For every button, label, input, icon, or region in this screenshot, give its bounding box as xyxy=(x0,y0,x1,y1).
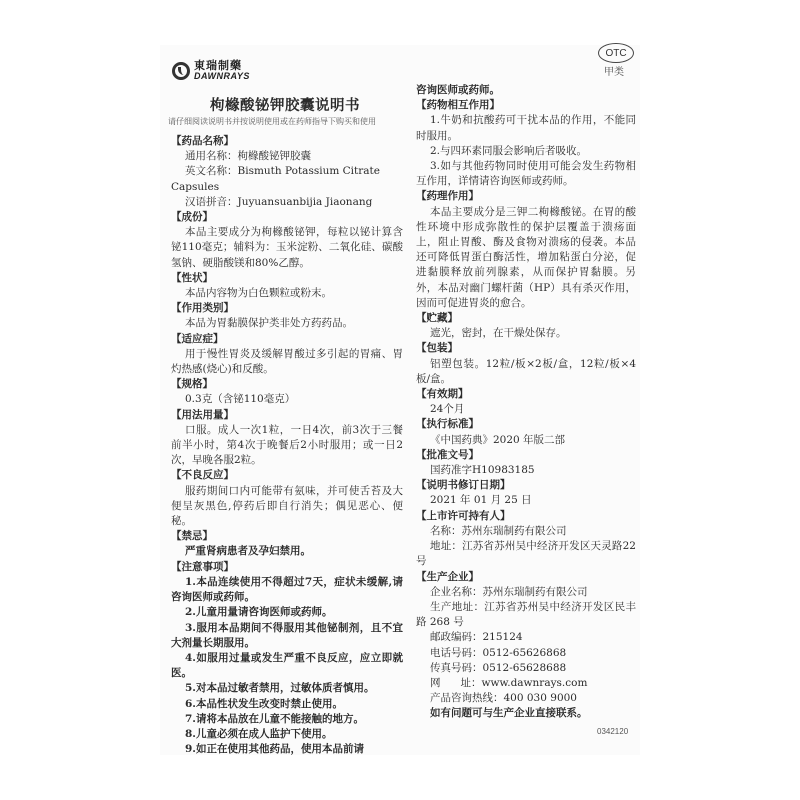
approval-number: 国药准字H10983185 xyxy=(430,464,535,477)
pinyin-name: 汉语拼音：Juyuansuanbijia Jiaonang xyxy=(185,195,373,208)
manufacturer-note: 如有问题可与生产企业直接联系。 xyxy=(430,707,588,720)
manufacturer-website: 网 址：www.dawnrays.com xyxy=(430,676,588,689)
composition-text: 本品主要成分为枸橼酸铋钾，每粒以铋计算含铋110毫克；辅料为：玉米淀粉、二氧化硅、碳酸氢钠、硬脂酸镁和80%乙醇。 xyxy=(171,226,403,269)
mah-address: 地址：江苏省苏州吴中经济开发区天灵路22 号 xyxy=(416,540,636,568)
otc-class-label: 甲类 xyxy=(604,67,624,78)
specification-text: 0.3克（含铋110毫克） xyxy=(185,393,296,406)
leaflet-title: 枸橼酸铋钾胶囊说明书 xyxy=(210,97,360,114)
precaution-item: 3.服用本品期间不得服用其他铋制剂，且不宜大剂量长期服用。 xyxy=(171,621,403,649)
storage-text: 遮光，密封，在干燥处保存。 xyxy=(430,327,567,340)
manufacturer-hotline: 产品咨询热线：400 030 9000 xyxy=(430,692,577,705)
interaction-item: 3.如与其他药物同时使用可能会发生药物相互作用，详情请咨询医师或药师。 xyxy=(416,160,636,188)
precaution-item: 4.如服用过量或发生严重不良反应，应立即就医。 xyxy=(171,651,403,680)
section-heading-composition: 【成份】 xyxy=(171,211,213,224)
revision-date: 2021 年 01 月 25 日 xyxy=(430,494,532,507)
manufacturer-name: 企业名称：苏州东瑞制药有限公司 xyxy=(430,585,588,598)
section-heading-revision-date: 【说明书修订日期】 xyxy=(416,479,511,492)
manufacturer-address: 生产地址：江苏省苏州吴中经济开发区民丰路 268 号 xyxy=(416,600,636,629)
otc-badge: OTC xyxy=(598,43,634,63)
section-heading-pharmacology: 【药理作用】 xyxy=(416,190,479,203)
indications-text: 用于慢性胃炎及缓解胃酸过多引起的胃痛、胃灼热感(烧心)和反酸。 xyxy=(171,347,403,376)
precaution-item: 7.请将本品放在儿童不能接触的地方。 xyxy=(185,712,364,725)
section-heading-package: 【包装】 xyxy=(416,342,458,355)
precaution-item: 5.对本品过敏者禁用，过敏体质者慎用。 xyxy=(185,682,375,695)
package-text: 铝塑包装。12粒/板×2板/盒，12粒/板×4板/盒。 xyxy=(416,357,636,385)
section-heading-validity: 【有效期】 xyxy=(416,388,469,401)
leaflet-subtitle: 请仔细阅读说明书并按说明使用或在药师指导下购买和使用 xyxy=(168,117,376,126)
manufacturer-phone: 电话号码：0512-65626868 xyxy=(430,646,567,659)
contraindications-text: 严重肾病患者及孕妇禁用。 xyxy=(185,545,311,558)
section-heading-standard: 【执行标准】 xyxy=(416,418,479,431)
section-heading-approval: 【批准文号】 xyxy=(416,448,479,461)
section-heading-properties: 【性状】 xyxy=(171,271,213,284)
adverse-reactions-text: 服药期间口内可能带有氨味，并可使舌苔及大便呈灰黑色,停药后即自行消失；偶见恶心、便秘。 xyxy=(171,484,403,528)
section-heading-mah: 【上市许可持有人】 xyxy=(416,509,511,522)
section-heading-category: 【作用类别】 xyxy=(171,302,234,315)
section-heading-manufacturer: 【生产企业】 xyxy=(416,570,479,583)
section-heading-usage: 【用法用量】 xyxy=(171,408,234,421)
mah-name: 名称：苏州东瑞制药有限公司 xyxy=(430,524,567,537)
right-column xyxy=(416,83,636,722)
properties-text: 本品内容物为白色颗粒或粉末。 xyxy=(185,287,332,300)
section-heading-adverse-reactions: 【不良反应】 xyxy=(171,469,234,482)
pharmacology-text: 本品主要成分是三钾二枸橼酸铋。在胃的酸性环境中形成弥散性的保护层覆盖于溃疡面上，阻止胃酸、酶及食物对溃疡的侵袭。本品还可降低胃蛋白酶活性，增加粘蛋白分泌，促进黏膜释放前列腺素，从而保护胃黏膜。另外，本品对幽门螺杆菌（HP）具有杀灭作用，因而可促进胃炎的愈合。 xyxy=(416,205,636,309)
section-heading-indications: 【适应症】 xyxy=(171,332,224,345)
interaction-item: 1.牛奶和抗酸药可干扰本品的作用，不能同时服用。 xyxy=(416,114,636,142)
section-heading-specification: 【规格】 xyxy=(171,378,213,391)
section-heading-storage: 【贮藏】 xyxy=(416,312,458,325)
precaution-item: 1.本品连续使用不得超过7天，症状未缓解,请咨询医师或药师。 xyxy=(171,575,403,604)
generic-name: 通用名称：枸橼酸铋钾胶囊 xyxy=(185,150,311,163)
section-heading-precautions: 【注意事项】 xyxy=(171,560,234,573)
document-code: 0342120 xyxy=(597,727,629,736)
category-text: 本品为胃黏膜保护类非处方药药品。 xyxy=(185,317,353,330)
section-heading-contraindications: 【禁忌】 xyxy=(171,530,213,543)
brand-name-en: DAWNRAYS xyxy=(194,71,250,81)
precaution-item: 6.本品性状发生改变时禁止使用。 xyxy=(185,697,343,710)
precaution-continued: 咨询医师或药师。 xyxy=(416,84,500,96)
validity-text: 24个月 xyxy=(430,403,465,416)
manufacturer-zip: 邮政编码：215124 xyxy=(430,631,523,644)
standard-text: 《中国药典》2020 年版二部 xyxy=(430,433,566,446)
english-name: 英文名称：Bismuth Potassium Citrate Capsules xyxy=(171,165,380,193)
brand-logo xyxy=(172,60,250,81)
brand-name-cn: 東瑞制藥 xyxy=(194,59,242,72)
dawnrays-logo-icon xyxy=(172,62,190,80)
precaution-item: 9.如正在使用其他药品，使用本品前请 xyxy=(185,743,364,756)
precaution-item: 8.儿童必须在成人监护下使用。 xyxy=(185,727,333,740)
precaution-item: 2.儿童用量请咨询医师或药师。 xyxy=(185,606,333,619)
section-heading-drug-name: 【药品名称】 xyxy=(171,135,234,147)
usage-text: 口服。成人一次1粒，一日4次，前3次于三餐前半小时，第4次于晚餐后2小时服用；或一日2次，早晚各服2粒。 xyxy=(171,423,403,467)
left-column xyxy=(168,96,403,757)
interaction-item: 2.与四环素同服会影响后者吸收。 xyxy=(430,144,588,157)
section-heading-interactions: 【药物相互作用】 xyxy=(416,99,500,112)
manufacturer-fax: 传真号码：0512-65628688 xyxy=(430,661,567,674)
